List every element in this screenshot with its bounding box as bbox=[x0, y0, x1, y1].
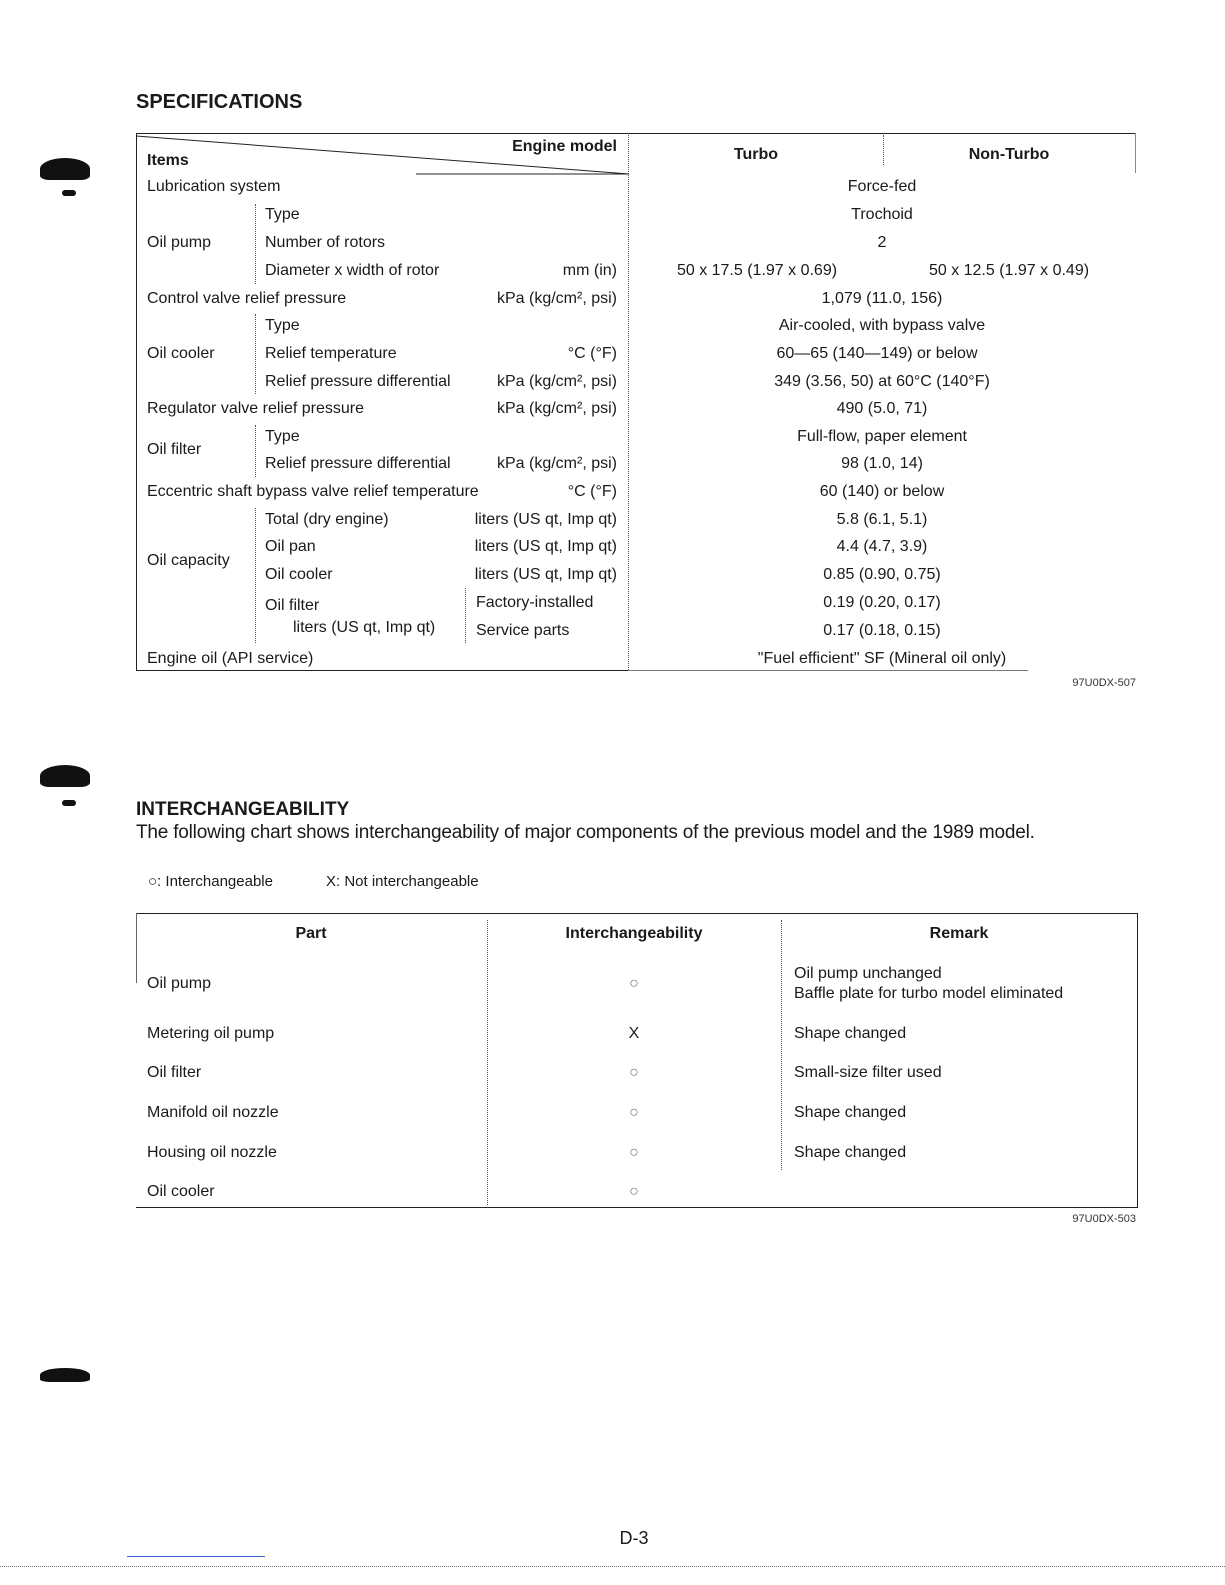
capacity-filter-factory-label: Factory-installed bbox=[476, 594, 594, 611]
oil-cooler-pressure-unit: kPa (kg/cm², psi) bbox=[496, 373, 617, 390]
control-valve-label: Control valve relief pressure bbox=[147, 290, 347, 307]
header-interchangeability: Interchangeability bbox=[565, 925, 703, 942]
oil-pump-type-label: Type bbox=[265, 206, 300, 223]
inter-figure-code: 97U0DX-503 bbox=[1072, 1213, 1136, 1225]
interchangeable-mark: ○ bbox=[629, 1064, 639, 1081]
part-name: Oil filter bbox=[147, 1064, 202, 1081]
oil-cooler-pressure-value: 349 (3.56, 50) at 60°C (140°F) bbox=[774, 373, 990, 390]
remark-text: Shape changed bbox=[794, 1104, 907, 1121]
header-non-turbo: Non-Turbo bbox=[968, 146, 1050, 163]
legend-interchangeable: ○: Interchangeable bbox=[148, 873, 273, 890]
oil-filter-type-value: Full-flow, paper element bbox=[797, 428, 967, 445]
eccentric-label: Eccentric shaft bypass valve relief temperature bbox=[147, 483, 479, 500]
regulator-label: Regulator valve relief pressure bbox=[147, 400, 364, 417]
header-remark: Remark bbox=[929, 925, 989, 942]
capacity-pan-label: Oil pan bbox=[265, 538, 316, 555]
remark-text: Small-size filter used bbox=[794, 1064, 942, 1081]
capacity-cooler-value: 0.85 (0.90, 0.75) bbox=[823, 566, 941, 583]
interchangeable-mark: ○ bbox=[629, 1144, 639, 1161]
header-engine-model: Engine model bbox=[512, 138, 617, 155]
header-turbo: Turbo bbox=[733, 146, 779, 163]
header-part: Part bbox=[295, 925, 327, 942]
oil-cooler-label: Oil cooler bbox=[147, 345, 215, 362]
oil-cooler-temp-unit: °C (°F) bbox=[567, 345, 617, 362]
lubrication-label: Lubrication system bbox=[147, 178, 281, 195]
capacity-pan-value: 4.4 (4.7, 3.9) bbox=[836, 538, 928, 555]
interchangeability-title: INTERCHANGEABILITY bbox=[136, 799, 350, 820]
lubrication-value: Force-fed bbox=[847, 178, 917, 195]
capacity-total-value: 5.8 (6.1, 5.1) bbox=[836, 511, 928, 528]
rotor-diameter-label: Diameter x width of rotor bbox=[265, 262, 440, 279]
capacity-total-label: Total (dry engine) bbox=[265, 511, 389, 528]
oil-filter-label: Oil filter bbox=[147, 441, 202, 458]
oil-cooler-type-value: Air-cooled, with bypass valve bbox=[778, 317, 986, 334]
part-name: Metering oil pump bbox=[147, 1025, 275, 1042]
rotor-diameter-non-turbo: 50 x 12.5 (1.97 x 0.49) bbox=[928, 262, 1090, 279]
oil-capacity-label: Oil capacity bbox=[147, 552, 230, 569]
remark-text-line2: Baffle plate for turbo model eliminated bbox=[794, 985, 1064, 1002]
interchangeability-intro: The following chart shows interchangeability of major components of the previous model and the 1989 model. bbox=[136, 822, 1035, 843]
capacity-cooler-unit: liters (US qt, Imp qt) bbox=[474, 566, 617, 583]
scan-underline bbox=[127, 1556, 265, 1557]
interchangeable-mark: ○ bbox=[629, 1104, 639, 1121]
oil-filter-pressure-unit: kPa (kg/cm², psi) bbox=[496, 455, 617, 472]
oil-cooler-temp-label: Relief temperature bbox=[265, 345, 397, 362]
eccentric-unit: °C (°F) bbox=[567, 483, 617, 500]
interchangeable-mark: ○ bbox=[629, 1183, 639, 1200]
remark-text: Shape changed bbox=[794, 1025, 907, 1042]
header-items: Items bbox=[147, 152, 189, 169]
part-name: Oil cooler bbox=[147, 1183, 215, 1200]
page-edge-line bbox=[0, 1566, 1225, 1568]
remark-text: Oil pump unchanged bbox=[794, 965, 942, 982]
capacity-filter-service-label: Service parts bbox=[476, 622, 570, 639]
oil-pump-rotors-value: 2 bbox=[877, 234, 887, 251]
control-valve-value: 1,079 (11.0, 156) bbox=[821, 290, 943, 307]
legend-not-interchangeable: X: Not interchangeable bbox=[326, 873, 479, 890]
capacity-cooler-label: Oil cooler bbox=[265, 566, 333, 583]
part-name: Oil pump bbox=[147, 975, 212, 992]
oil-pump-type-value: Trochoid bbox=[851, 206, 913, 223]
oil-cooler-temp-value: 60—65 (140—149) or below bbox=[776, 345, 978, 362]
oil-filter-pressure-label: Relief pressure differential bbox=[265, 455, 451, 472]
capacity-filter-label: Oil filter bbox=[265, 597, 320, 614]
capacity-total-unit: liters (US qt, Imp qt) bbox=[474, 511, 617, 528]
engine-oil-value: "Fuel efficient" SF (Mineral oil only) bbox=[757, 650, 1007, 667]
regulator-unit: kPa (kg/cm², psi) bbox=[496, 400, 617, 417]
part-name: Manifold oil nozzle bbox=[147, 1104, 279, 1121]
engine-oil-label: Engine oil (API service) bbox=[147, 650, 314, 667]
specifications-title: SPECIFICATIONS bbox=[136, 91, 303, 113]
eccentric-value: 60 (140) or below bbox=[819, 483, 945, 500]
control-valve-unit: kPa (kg/cm², psi) bbox=[496, 290, 617, 307]
oil-filter-type-label: Type bbox=[265, 428, 300, 445]
oil-cooler-type-label: Type bbox=[265, 317, 300, 334]
not-interchangeable-mark: X bbox=[628, 1025, 640, 1042]
capacity-filter-unit: liters (US qt, Imp qt) bbox=[293, 619, 436, 636]
oil-filter-pressure-value: 98 (1.0, 14) bbox=[841, 455, 923, 472]
spec-figure-code: 97U0DX-507 bbox=[1072, 677, 1136, 689]
oil-pump-rotors-label: Number of rotors bbox=[265, 234, 386, 251]
oil-cooler-pressure-label: Relief pressure differential bbox=[265, 373, 451, 390]
capacity-filter-factory-value: 0.19 (0.20, 0.17) bbox=[823, 594, 941, 611]
rotor-diameter-unit: mm (in) bbox=[562, 262, 617, 279]
regulator-value: 490 (5.0, 71) bbox=[836, 400, 928, 417]
oil-pump-label: Oil pump bbox=[147, 234, 212, 251]
part-name: Housing oil nozzle bbox=[147, 1144, 277, 1161]
page-number: D-3 bbox=[619, 1528, 649, 1548]
remark-text: Shape changed bbox=[794, 1144, 907, 1161]
interchangeable-mark: ○ bbox=[629, 975, 639, 992]
capacity-pan-unit: liters (US qt, Imp qt) bbox=[474, 538, 617, 555]
rotor-diameter-turbo: 50 x 17.5 (1.97 x 0.69) bbox=[676, 262, 838, 279]
capacity-filter-service-value: 0.17 (0.18, 0.15) bbox=[823, 622, 941, 639]
